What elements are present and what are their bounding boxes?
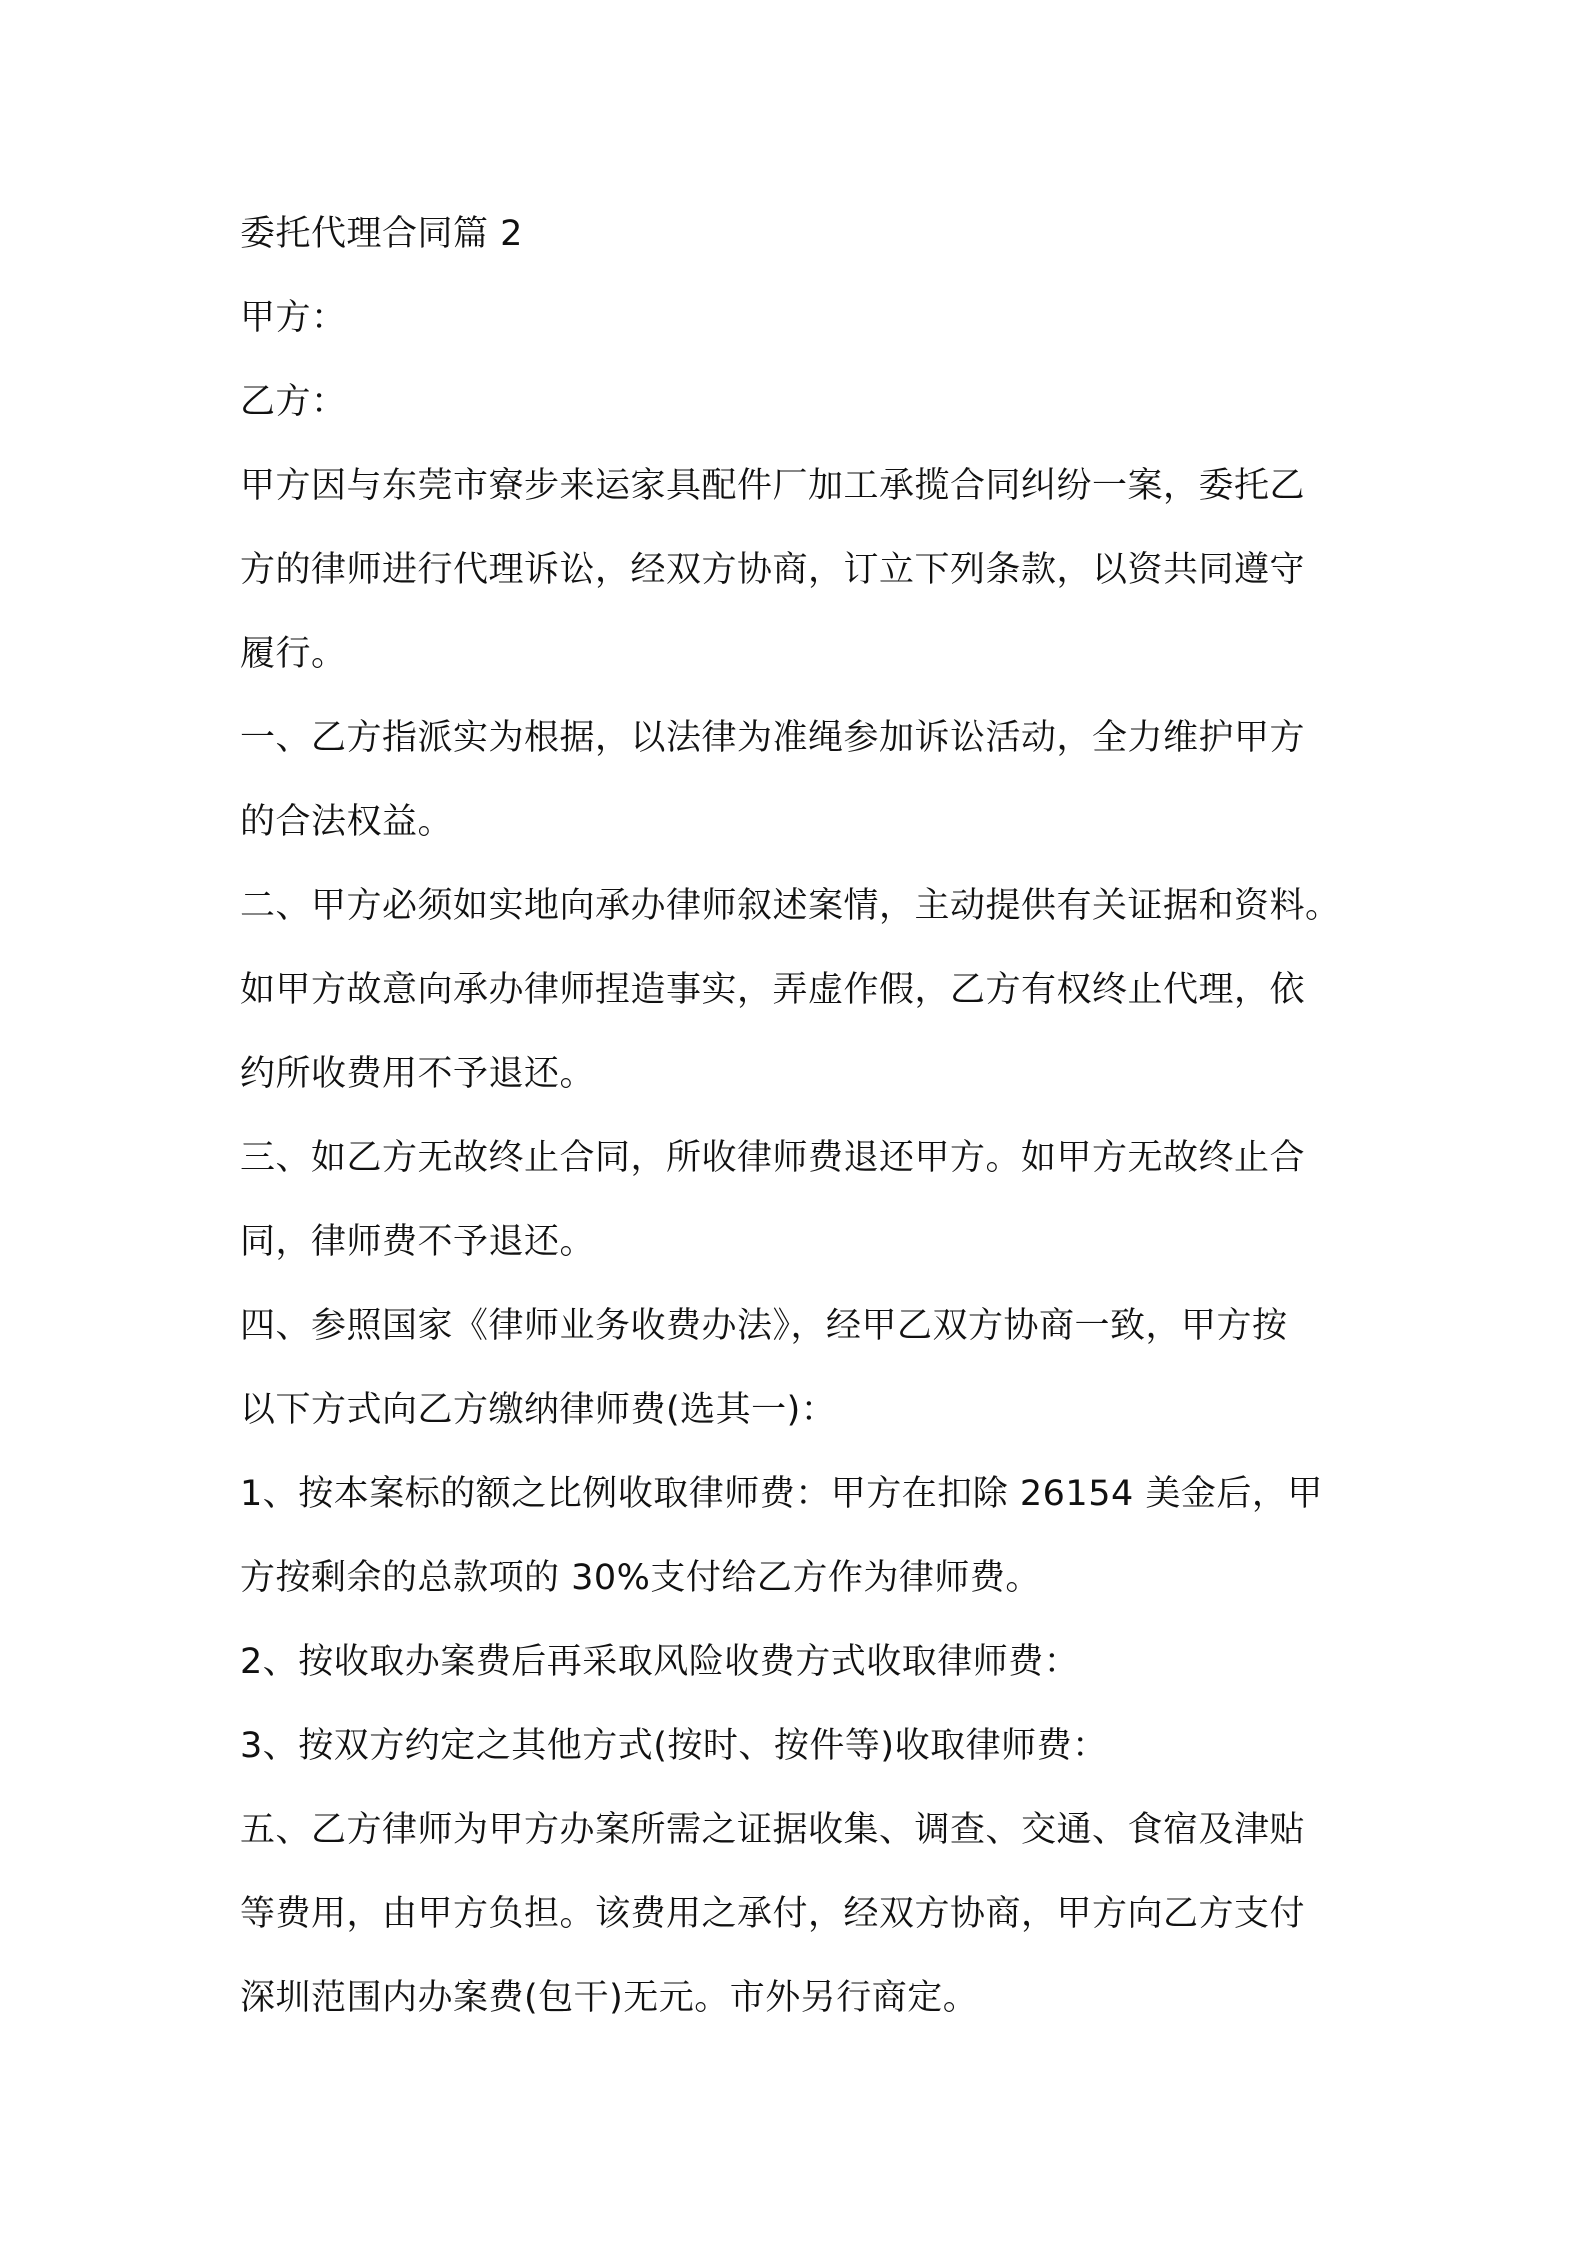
text-line: 方的律师进行代理诉讼，经双方协商，订立下列条款，以资共同遵守	[240, 550, 1306, 590]
text-line: 二、甲方必须如实地向承办律师叙述案情，主动提供有关证据和资料。	[240, 886, 1341, 926]
text-line: 甲方因与东莞市寮步来运家具配件厂加工承揽合同纠纷一案，委托乙	[240, 466, 1306, 506]
text-line: 深圳范围内办案费(包干)无元。市外另行商定。	[240, 1978, 979, 2018]
text-line: 等费用，由甲方负担。该费用之承付，经双方协商，甲方向乙方支付	[240, 1894, 1306, 1934]
party-a-label: 甲方：	[240, 298, 347, 338]
text-line: 如甲方故意向承办律师捏造事实，弄虚作假，乙方有权终止代理，依	[240, 970, 1306, 1010]
text-line: 3、按双方约定之其他方式(按时、按件等)收取律师费：	[240, 1726, 1108, 1766]
document-title: 委托代理合同篇 2	[240, 214, 523, 254]
text-line: 一、乙方指派实为根据，以法律为准绳参加诉讼活动，全力维护甲方	[240, 718, 1306, 758]
text-line: 三、如乙方无故终止合同，所收律师费退还甲方。如甲方无故终止合	[240, 1138, 1306, 1178]
document-body	[240, 192, 1360, 2040]
text-line: 履行。	[240, 634, 347, 674]
text-line: 五、乙方律师为甲方办案所需之证据收集、调查、交通、食宿及津贴	[240, 1810, 1306, 1850]
text-line: 以下方式向乙方缴纳律师费(选其一)：	[240, 1390, 837, 1430]
text-line: 四、参照国家《律师业务收费办法》，经甲乙双方协商一致，甲方按	[240, 1306, 1288, 1346]
text-line: 同，律师费不予退还。	[240, 1222, 596, 1262]
text-line: 2、按收取办案费后再采取风险收费方式收取律师费：	[240, 1642, 1080, 1682]
party-b-label: 乙方：	[240, 382, 347, 422]
text-line: 的合法权益。	[240, 802, 454, 842]
text-line: 1、按本案标的额之比例收取律师费：甲方在扣除 26154 美金后，甲	[240, 1474, 1323, 1514]
text-line: 约所收费用不予退还。	[240, 1054, 596, 1094]
text-line: 方按剩余的总款项的 30%支付给乙方作为律师费。	[240, 1558, 1041, 1598]
